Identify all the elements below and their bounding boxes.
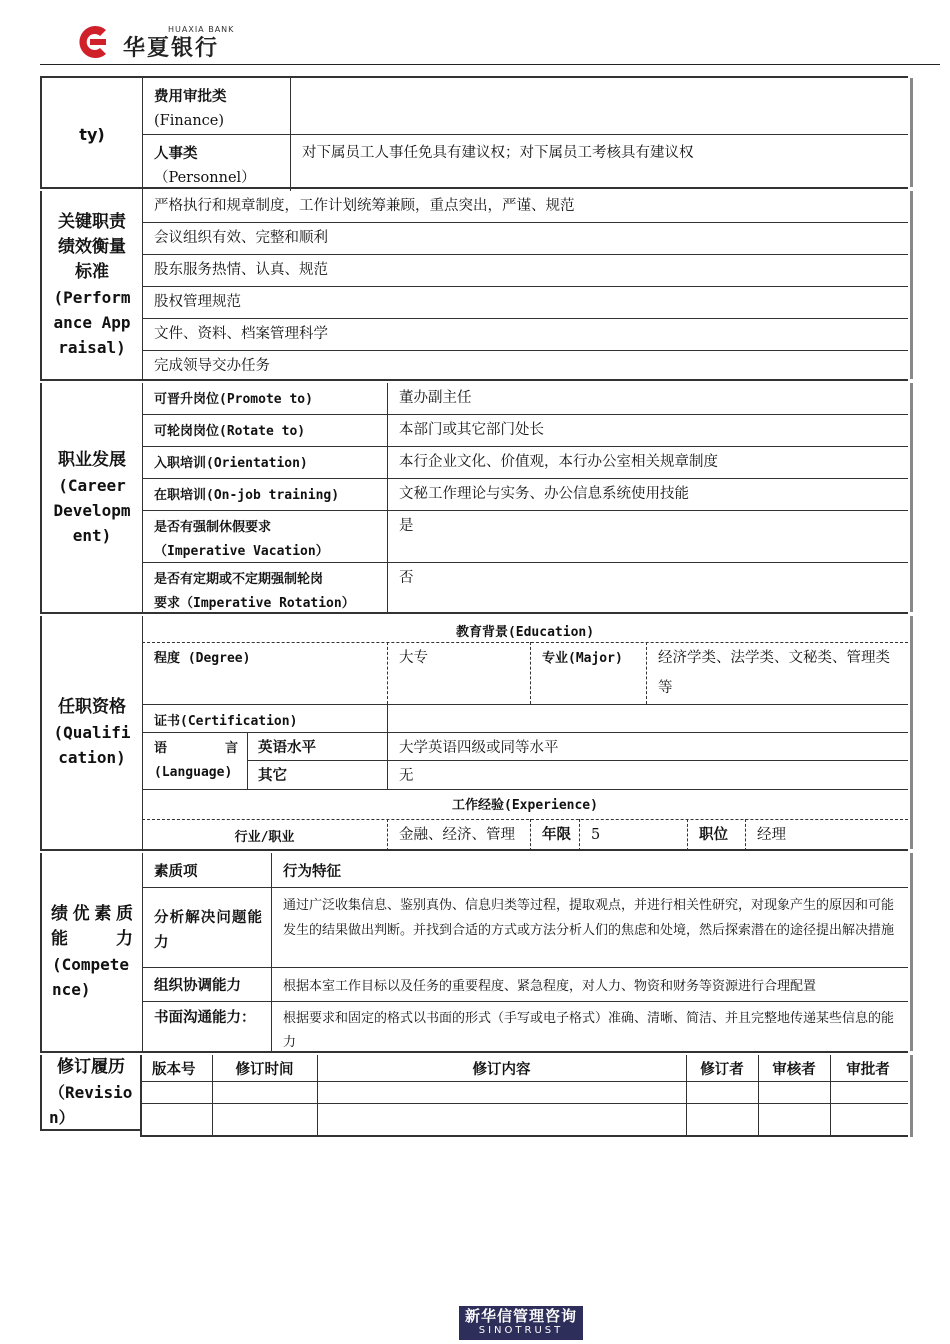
revision-col-reviser: 修订者 bbox=[700, 1062, 744, 1078]
revision-col-content: 修订内容 bbox=[472, 1062, 531, 1078]
footer-line1: 新华信管理咨询 bbox=[464, 1307, 577, 1325]
rotate-label: 可轮岗岗位(Rotate to) bbox=[154, 424, 306, 439]
kpi-item: 完成领导交办任务 bbox=[154, 358, 270, 374]
competence-item: 组织协调能力 bbox=[154, 978, 241, 994]
kpi-label: 关键职责绩效衡量标准 (Performance Appraisal) bbox=[53, 212, 131, 357]
qualification-section bbox=[40, 616, 908, 851]
vacation-label: 是否有强制休假要求 （Imperative Vacation） bbox=[154, 520, 329, 559]
competence-section bbox=[40, 853, 908, 1053]
qualification-label: 任职资格 (Qualification) bbox=[53, 697, 131, 767]
kpi-item: 文件、资料、档案管理科学 bbox=[154, 326, 328, 342]
revision-col-version: 版本号 bbox=[152, 1062, 196, 1078]
authority-section bbox=[40, 76, 908, 189]
competence-item: 分析解决问题能力 bbox=[154, 910, 262, 951]
major-value: 经济学类、法学类、文秘类、管理类等 bbox=[658, 650, 890, 696]
kpi-section bbox=[40, 191, 908, 381]
revision-label: 修订履历 （Revision） bbox=[40, 1055, 140, 1131]
position-label: 职位 bbox=[699, 827, 728, 843]
brand-en: HUAXIA BANK bbox=[168, 25, 235, 34]
finance-type: 费用审批类 (Finance) bbox=[154, 88, 227, 129]
rotation-value: 否 bbox=[399, 570, 414, 586]
finance-content bbox=[294, 81, 904, 87]
experience-title: 工作经验(Experience) bbox=[452, 798, 598, 813]
orientation-label: 入职培训(Orientation) bbox=[154, 456, 308, 471]
kpi-item: 会议组织有效、完整和顺利 bbox=[154, 230, 328, 246]
degree-label: 程度 (Degree) bbox=[154, 651, 251, 666]
brand-cn: 华夏银行 bbox=[123, 36, 220, 61]
other-value: 无 bbox=[399, 768, 414, 784]
years-label: 年限 bbox=[542, 827, 571, 843]
vacation-value: 是 bbox=[399, 518, 414, 534]
revision-section bbox=[40, 1055, 908, 1137]
years-value: 5 bbox=[591, 827, 601, 843]
footer-line2: SINOTRUST bbox=[478, 1325, 564, 1336]
onjob-value: 文秘工作理论与实务、办公信息系统使用技能 bbox=[399, 486, 689, 502]
career-label: 职业发展 (Career Development) bbox=[53, 449, 131, 545]
other-label: 其它 bbox=[258, 768, 287, 784]
industry-label: 行业/职业 bbox=[234, 830, 295, 845]
kpi-item: 股权管理规范 bbox=[154, 294, 241, 310]
orientation-value: 本行企业文化、价值观，本行办公室相关规章制度 bbox=[399, 454, 718, 470]
promote-value: 董办副主任 bbox=[399, 390, 472, 406]
certification-value bbox=[391, 707, 901, 713]
certification-label: 证书(Certification) bbox=[154, 714, 298, 729]
header-divider bbox=[40, 64, 940, 65]
english-value: 大学英语四级或同等水平 bbox=[399, 740, 559, 756]
career-section bbox=[40, 383, 908, 614]
english-label: 英语水平 bbox=[258, 740, 316, 756]
huaxia-bank-logo-icon bbox=[70, 22, 114, 62]
competence-desc: 根据本室工作目标以及任务的重要程度、紧急程度，对人力、物资和财务等资源进行合理配置 bbox=[283, 979, 817, 994]
competence-item: 书面沟通能力： bbox=[154, 1010, 256, 1026]
personnel-type: 人事类 （Personnel） bbox=[154, 145, 256, 186]
language-label: 语 言 (Language) bbox=[154, 741, 238, 780]
industry-value: 金融、经济、管理 bbox=[399, 827, 515, 843]
competence-col-item: 素质项 bbox=[154, 864, 198, 880]
kpi-item: 严格执行和规章制度，工作计划统筹兼顾，重点突出，严谨、规范 bbox=[154, 198, 575, 214]
revision-col-approver: 审批者 bbox=[846, 1062, 890, 1078]
degree-value: 大专 bbox=[399, 650, 428, 666]
position-value: 经理 bbox=[757, 827, 786, 843]
rotate-value: 本部门或其它部门处长 bbox=[399, 422, 544, 438]
onjob-label: 在职培训(On-job training) bbox=[154, 488, 340, 503]
rotation-label: 是否有定期或不定期强制轮岗 要求（Imperative Rotation） bbox=[154, 572, 355, 611]
personnel-content: 对下属员工人事任免具有建议权；对下属员工考核具有建议权 bbox=[302, 145, 694, 161]
promote-label: 可晋升岗位(Promote to) bbox=[154, 392, 313, 407]
sinotrust-logo bbox=[459, 1306, 583, 1340]
revision-col-time: 修订时间 bbox=[235, 1062, 294, 1078]
competence-col-desc: 行为特征 bbox=[283, 864, 341, 880]
revision-col-reviewer: 审核者 bbox=[772, 1062, 816, 1078]
kpi-item: 股东服务热情、认真、规范 bbox=[154, 262, 328, 278]
competence-label: 绩优素质能 力 (Competence) bbox=[51, 904, 133, 999]
authority-label: ty) bbox=[79, 125, 105, 144]
major-label: 专业(Major) bbox=[542, 651, 623, 666]
education-title: 教育背景(Education) bbox=[455, 625, 595, 640]
competence-desc: 通过广泛收集信息、鉴别真伪、信息归类等过程，提取观点，并进行相关性研究，对现象产生的原因和可能发生的结果做出判断。并找到合适的方式或方法分析人们的焦虑和处境，然后探索潜在的途径提出解决措施 bbox=[283, 898, 895, 938]
competence-desc: 根据要求和固定的格式以书面的形式（手写或电子格式）准确、清晰、简洁、并且完整地传递某些信息的能力 bbox=[283, 1011, 895, 1050]
